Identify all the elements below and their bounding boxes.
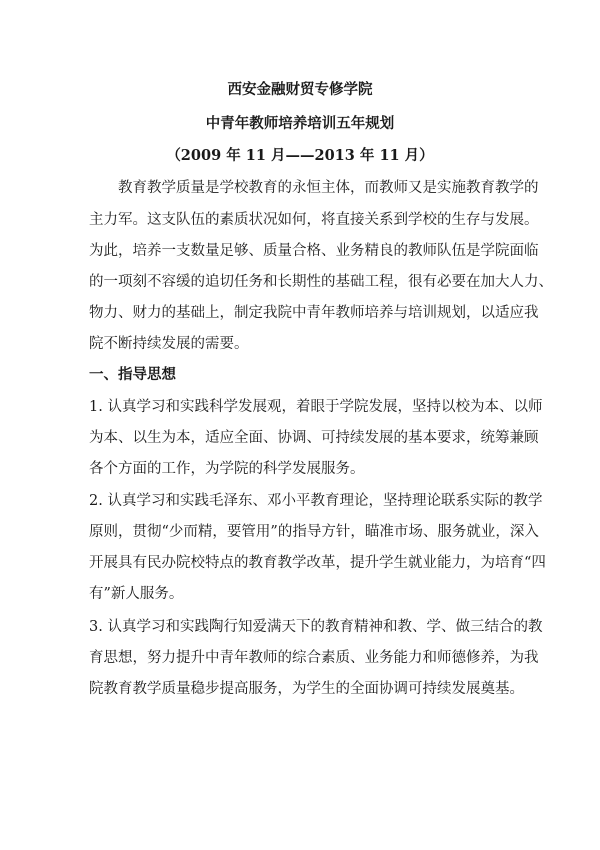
paragraph-line: 开展具有民办院校特点的教育教学改革，提升学生就业能力，为培育“四 bbox=[89, 555, 546, 571]
paragraph-line: 主力军。这支队伍的素质状况如何，将直接关系到学校的生存与发展。 bbox=[89, 212, 539, 228]
paragraph-line: 院教育教学质量稳步提高服务，为学生的全面协调可持续发展奠基。 bbox=[89, 681, 524, 697]
paragraph-line: 的一项刻不容缓的追切任务和长期性的基础工程，很有必要在加大人力、 bbox=[89, 274, 553, 290]
paragraph-line: 为此，培养一支数量足够、质量合格、业务精良的教师队伍是学院面临 bbox=[89, 243, 539, 259]
paragraph-line: 2. 认真学习和实践毛泽东、邓小平教育理论，坚持理论联系实际的教学 bbox=[89, 493, 543, 509]
paragraph-line: 1. 认真学习和实践科学发展观，着眼于学院发展，坚持以校为本、以师 bbox=[89, 399, 543, 415]
plan-title: 中青年教师培养培训五年规划 bbox=[205, 115, 395, 132]
section-heading: 一、指导思想 bbox=[89, 366, 176, 383]
paragraph-line: 各个方面的工作，为学院的科学发展服务。 bbox=[89, 461, 365, 477]
paragraph-line: 原则，贯彻“少而精，要管用”的指导方针，瞄准市场、服务就业，深入 bbox=[89, 524, 539, 540]
paragraph-line: 3. 认真学习和实践陶行知爱满天下的教育精神和教、学、做三结合的教 bbox=[89, 619, 543, 635]
institution-title: 西安金融财贸专修学院 bbox=[227, 81, 373, 98]
plan-period: （2009 年 11 月——2013 年 11 月） bbox=[166, 147, 434, 164]
paragraph-line: 物力、财力的基础上，制定我院中青年教师培养与培训规划，以适应我 bbox=[89, 305, 539, 321]
paragraph-line: 育思想，努力提升中青年教师的综合素质、业务能力和师德修养，为我 bbox=[89, 650, 539, 666]
paragraph-line: 院不断持续发展的需要。 bbox=[89, 336, 249, 352]
paragraph-line: 有”新人服务。 bbox=[89, 586, 184, 602]
paragraph-line: 为本、以生为本，适应全面、协调、可持续发展的基本要求，统筹兼顾 bbox=[89, 430, 539, 446]
paragraph-line: 教育教学质量是学校教育的永恒主体，而教师又是实施教育教学的 bbox=[118, 180, 539, 196]
